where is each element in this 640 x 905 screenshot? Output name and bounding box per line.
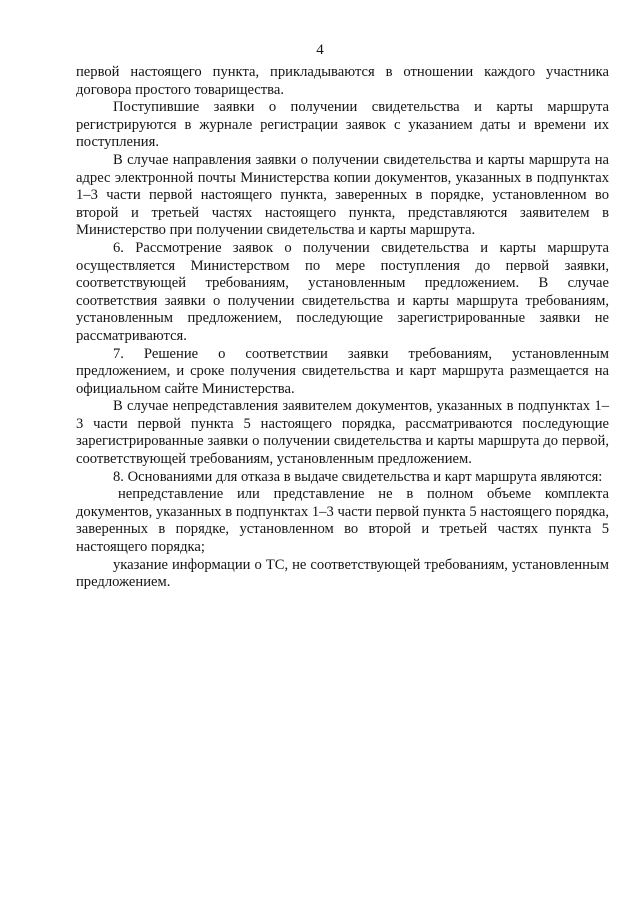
paragraph-item-7: 7. Решение о соответствии заявки требованиям, установленным предложением, и сроке получения свидетельства и карт маршрута размещается на официальном сайте Министерства.: [76, 345, 609, 397]
paragraph-applications-registration: Поступившие заявки о получении свидетельства и карты маршрута регистрируются в журнале регистрации заявок с указанием даты и времени их поступления.: [76, 99, 609, 151]
paragraph-refusal-reason-2: указание информации о ТС, не соответствующей требованиям, установленным предложением.: [76, 556, 609, 591]
paragraph-continuation: первой настоящего пункта, прикладываются в отношении каждого участника договора простого товарищества.: [76, 64, 609, 98]
page-number: 4: [316, 42, 324, 58]
paragraph-email-submission: В случае направления заявки о получении свидетельства и карты маршрута на адрес электронной почты Министерства копии документов, указанных в подпунктах 1–3 части первой настоящего пункта, заверенных в порядке, установленном во второй и третьей частях настоящего пункта, представляются заявителем в Министерство при получении свидетельства и карты маршрута.: [76, 151, 609, 239]
paragraph-non-submission: В случае непредставления заявителем документов, указанных в подпунктах 1–3 части первой пункта 5 настоящего порядка, рассматриваются последующие зарегистрированные заявки о получении свидетельства и карты маршрута до первой, соответствующей требованиям, установленным предложением.: [76, 398, 609, 468]
document-body: [76, 64, 609, 592]
paragraph-item-8: 8. Основаниями для отказа в выдаче свидетельства и карт маршрута являются:: [113, 468, 603, 485]
paragraph-refusal-reason-1: непредставление или представление не в полном объеме комплекта документов, указанных в подпунктах 1–3 части первой пункта 5 настоящего порядка, заверенных в порядке, установленном во второй и третьей частях пункта 5 настоящего порядка;: [76, 486, 609, 556]
paragraph-item-6: 6. Рассмотрение заявок о получении свидетельства и карты маршрута осуществляется Министерством по мере поступления до первой заявки, соответствующей требованиям, установленным предложением. В случае соответствия заявки о получении свидетельства и карты маршрута требованиям, установленным предложением, последующие зарегистрированные заявки не рассматриваются.: [76, 239, 609, 344]
